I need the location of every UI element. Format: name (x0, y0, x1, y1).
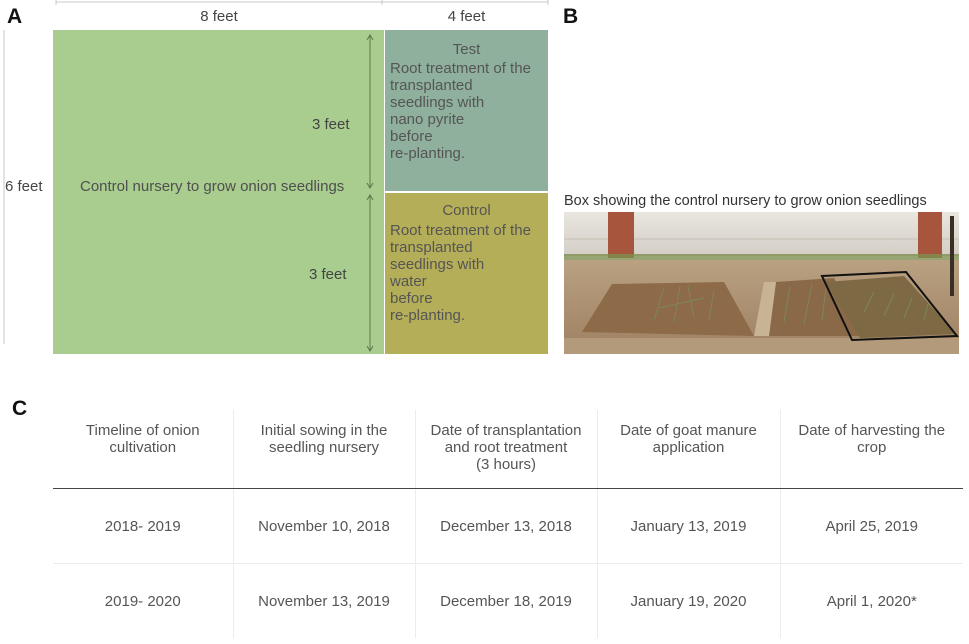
cell-season: 2018- 2019 (104, 517, 181, 535)
control-block-title: Control (442, 202, 491, 219)
table-row (53, 489, 963, 564)
control-height-label: 3 feet (309, 266, 347, 283)
control-line: before (390, 290, 433, 307)
timeline-table (53, 410, 963, 638)
height-label-6ft: 6 feet (5, 178, 43, 195)
table-header-row (53, 410, 963, 489)
cell-harvest-date: April 1, 2020* (780, 564, 963, 639)
header-line: cultivation (109, 439, 177, 456)
test-line: seedlings with (390, 94, 485, 111)
test-line: re-planting. (390, 145, 466, 162)
control-line: re-planting. (390, 307, 466, 324)
header-line: Date of harvesting the (798, 422, 946, 439)
header-initial-sowing (233, 410, 415, 489)
control-line: seedlings with (390, 256, 485, 273)
test-height-label: 3 feet (312, 116, 350, 133)
header-line: and root treatment (444, 439, 568, 456)
width-label-4ft: 4 feet (447, 8, 486, 25)
cell-manure-date: January 19, 2020 (597, 564, 780, 639)
header-line: crop (857, 439, 887, 456)
panel-label-a: A (7, 5, 23, 28)
header-line: Initial sowing in the (260, 422, 388, 439)
nursery-photo (564, 212, 959, 354)
width-label-8ft: 8 feet (200, 8, 238, 25)
test-block-title: Test (452, 41, 481, 58)
test-line: transplanted (390, 77, 473, 94)
header-transplantation (415, 410, 597, 489)
cell-transplant-date: December 18, 2019 (415, 564, 597, 639)
cell-sowing-date: November 10, 2018 (233, 489, 415, 564)
cell-harvest-date: April 25, 2019 (780, 489, 963, 564)
header-line: Timeline of onion (85, 422, 200, 439)
control-nursery-label: Control nursery to grow onion seedlings (80, 178, 345, 195)
header-line: (3 hours) (475, 456, 537, 473)
header-timeline (53, 410, 233, 489)
cell-sowing-date: November 13, 2019 (233, 564, 415, 639)
panel-label-b: B (563, 5, 579, 28)
control-block-description (390, 222, 548, 324)
header-line: Date of goat manure (620, 422, 757, 439)
test-line: before (390, 128, 433, 145)
three-feet-arrows (360, 30, 380, 356)
table-row (53, 564, 963, 639)
test-block-description (390, 60, 548, 162)
timeline-table-container (53, 410, 963, 638)
control-line: transplanted (390, 239, 473, 256)
header-goat-manure (597, 410, 780, 489)
cell-manure-date: January 13, 2019 (597, 489, 780, 564)
cell-transplant-date: December 13, 2018 (415, 489, 597, 564)
header-line: seedling nursery (268, 439, 380, 456)
photo-caption: Box showing the control nursery to grow onion seedlings (564, 193, 927, 209)
test-line: Root treatment of the (390, 60, 531, 77)
panel-label-c: C (12, 397, 28, 420)
header-line: application (652, 439, 725, 456)
test-line: nano pyrite (390, 111, 465, 128)
control-line: Root treatment of the (390, 222, 531, 239)
nursery-layout-diagram (0, 0, 560, 360)
header-line: Date of transplantation (430, 422, 582, 439)
header-harvesting (780, 410, 963, 489)
control-line: water (390, 273, 427, 290)
cell-season: 2019- 2020 (53, 564, 233, 639)
